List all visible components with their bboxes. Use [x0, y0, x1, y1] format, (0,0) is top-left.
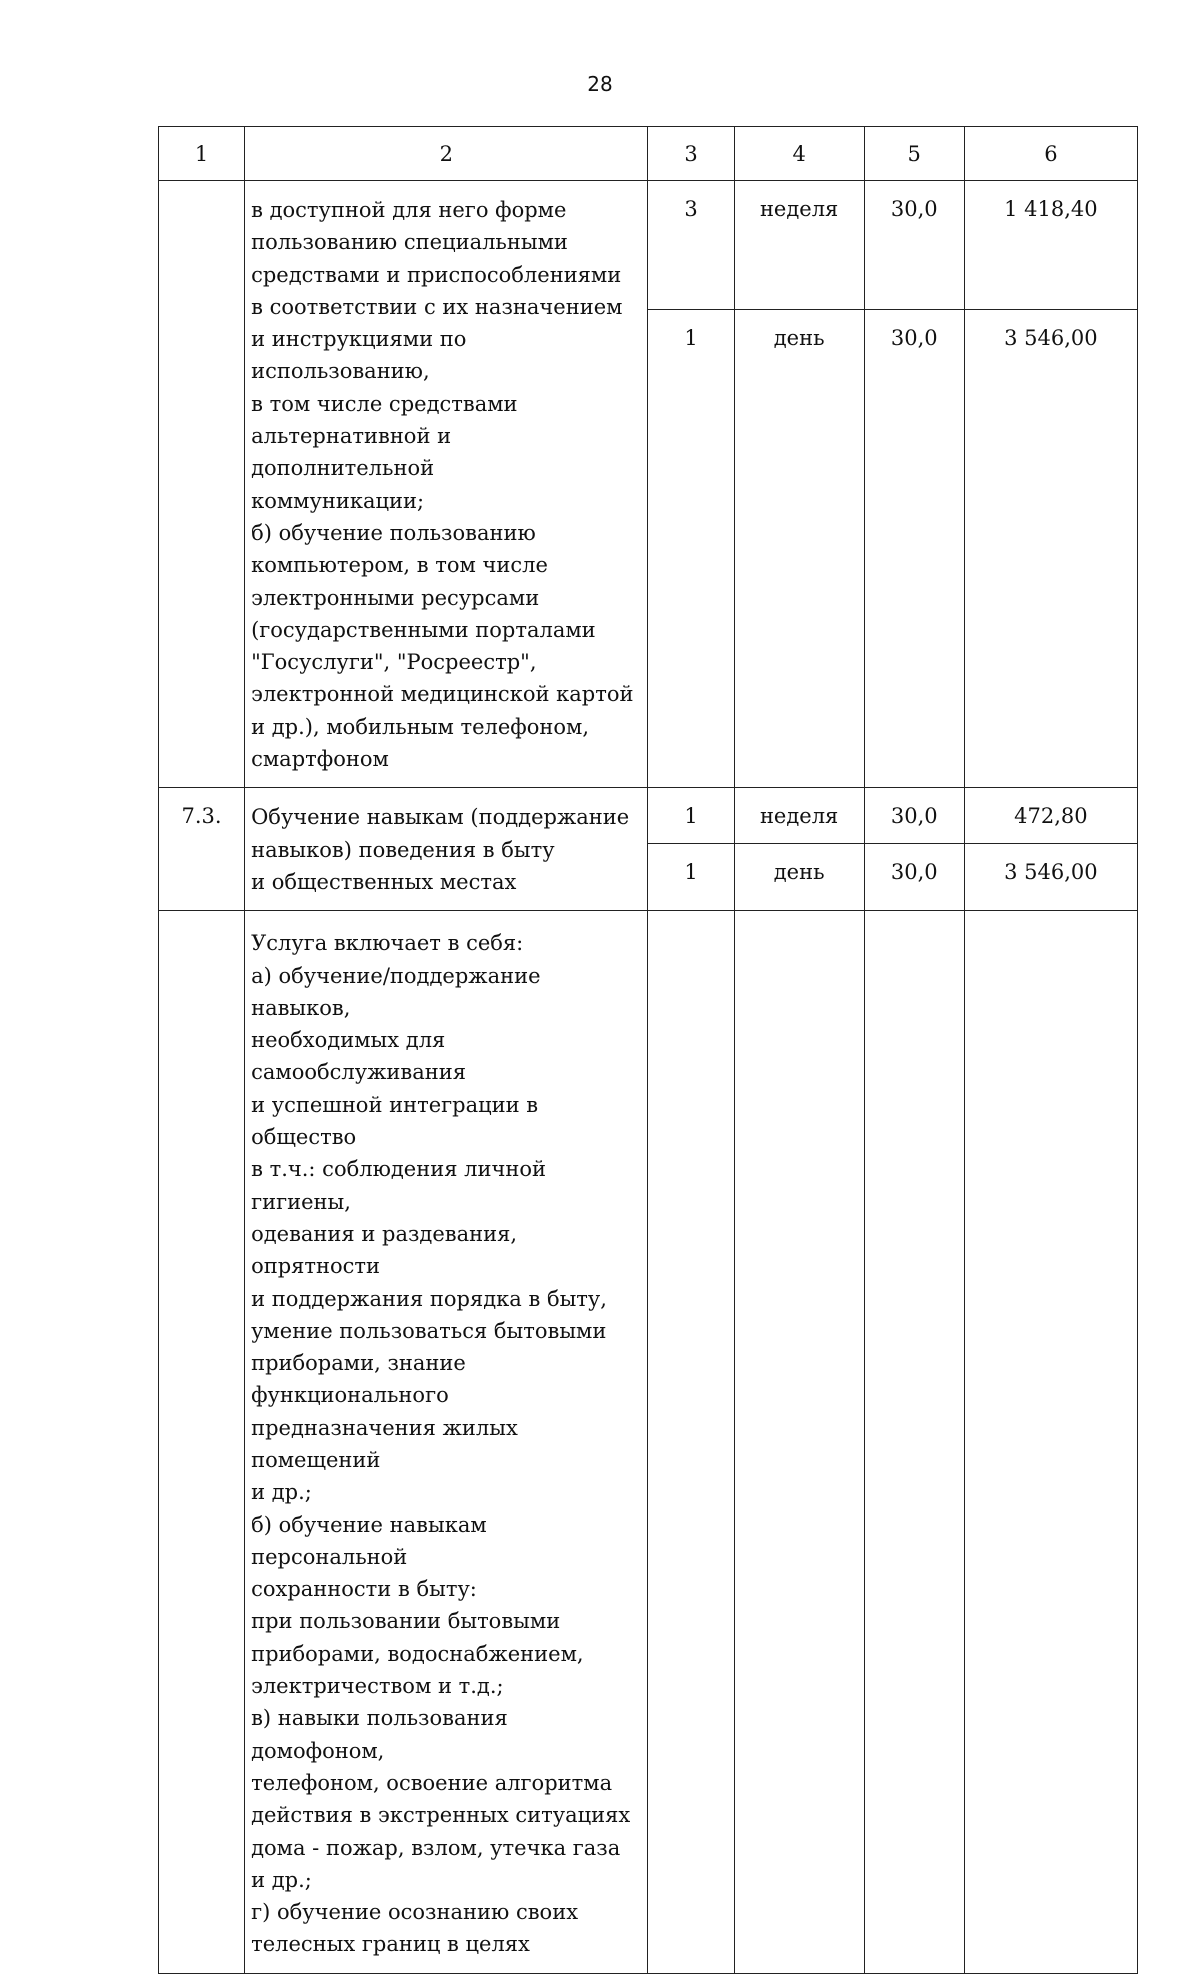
unit-cell: неделя [734, 181, 864, 310]
service-details: Услуга включает в себя: а) обучение/поддержание навыков, необходимых для самообслуживания и успешной интеграции в общество в т.ч.: соблюдения личной гигиены, одевания и раздевания, опрятности и поддержания порядка в быту, умение пользоваться бытовыми приборами, знание функционального предназначения жилых помещений и др.; б) обучение навыкам персональной сохранности в быту: при пользовании бытовыми приборами, водоснабжением, электричеством и т.д.; в) навыки пользования домофоном, телефоном, освоение алгоритма действия в экстренных ситуациях дома - пожар, взлом, утечка газа и др.; г) обучение осознанию своих телесных границ в целях [245, 911, 648, 1974]
row-number-cell [159, 181, 245, 788]
header-cell: 2 [245, 127, 648, 181]
price-cell: 3 546,00 [964, 843, 1137, 911]
value-cell: 30,0 [864, 181, 964, 310]
page-number: 28 [587, 72, 613, 96]
table-header-row [159, 127, 1138, 181]
header-cell: 1 [159, 127, 245, 181]
qty-cell: 3 [648, 181, 734, 310]
price-cell: 3 546,00 [964, 309, 1137, 788]
unit-cell: неделя [734, 788, 864, 843]
row-number-cell: 7.3. [159, 788, 245, 911]
value-cell: 30,0 [864, 788, 964, 843]
header-cell: 6 [964, 127, 1137, 181]
empty-cell [864, 911, 964, 1974]
empty-cell [734, 911, 864, 1974]
qty-cell: 1 [648, 309, 734, 788]
header-cell: 5 [864, 127, 964, 181]
header-cell: 3 [648, 127, 734, 181]
table-row [159, 181, 1138, 310]
service-title: Обучение навыкам (поддержание навыков) поведения в быту и общественных местах [245, 788, 648, 911]
empty-cell [159, 911, 245, 1974]
empty-cell [964, 911, 1137, 1974]
table-row [159, 788, 1138, 843]
price-cell: 472,80 [964, 788, 1137, 843]
empty-cell [648, 911, 734, 1974]
qty-cell: 1 [648, 843, 734, 911]
value-cell: 30,0 [864, 843, 964, 911]
table-row [159, 911, 1138, 1974]
qty-cell: 1 [648, 788, 734, 843]
value-cell: 30,0 [864, 309, 964, 788]
service-description: в доступной для него форме пользованию специальными средствами и приспособлениями в соответствии с их назначением и инструкциями по использованию, в том числе средствами альтернативной и дополнительной коммуникации; б) обучение пользованию компьютером, в том числе электронными ресурсами (государственными порталами "Госуслуги", "Росреестр", электронной медицинской картой и др.), мобильным телефоном, смартфоном [245, 181, 648, 788]
price-cell: 1 418,40 [964, 181, 1137, 310]
header-cell: 4 [734, 127, 864, 181]
unit-cell: день [734, 309, 864, 788]
unit-cell: день [734, 843, 864, 911]
